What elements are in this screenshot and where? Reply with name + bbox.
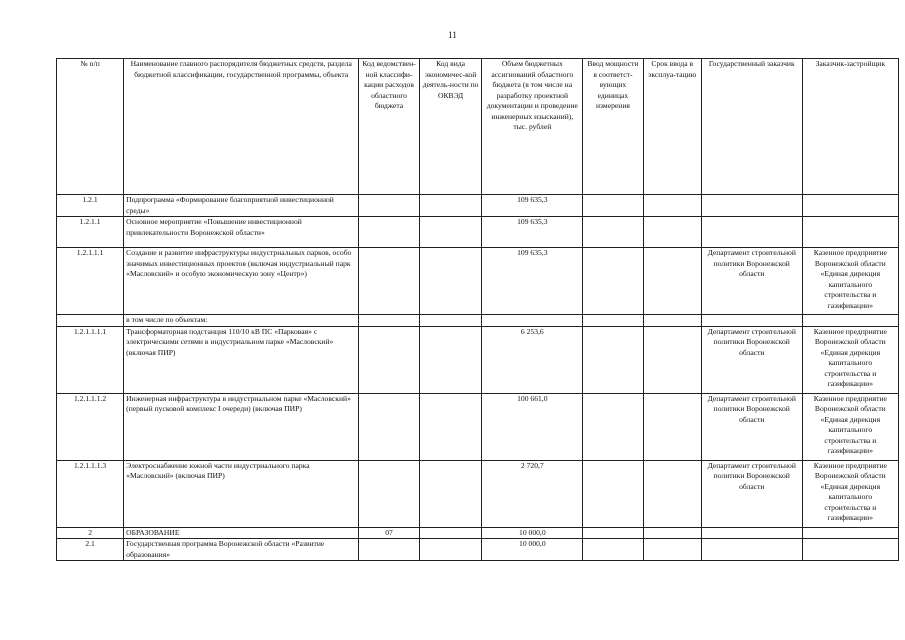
cell-developer — [802, 195, 898, 217]
cell-name: Создание и развитие инфраструктуры индустриальных парков, особо значимых инвестиционных проектов (включая индустриальный парк «Масловский» и особую экономическую зону «Центр») — [124, 248, 359, 315]
cell-term — [643, 393, 701, 460]
cell-customer: Департамент строительной политики Воронежской области — [701, 460, 802, 527]
table-row — [57, 315, 899, 327]
cell-developer — [802, 217, 898, 248]
cell-capacity — [583, 527, 643, 539]
cell-okved — [419, 527, 482, 539]
cell-code — [359, 326, 419, 393]
cell-name: Трансформаторная подстанция 110/10 кВ ПС «Парковая» с электрическими сетями в индустриальном парке «Масловский» (включая ПИР) — [124, 326, 359, 393]
cell-capacity — [583, 315, 643, 327]
cell-capacity — [583, 393, 643, 460]
cell-num: 2.1 — [57, 539, 124, 561]
cell-developer: Казенное предприятие Воронежской области «Единая дирекция капитального строительства и газификации» — [802, 248, 898, 315]
cell-name: Подпрограмма «Формирование благоприятной инвестиционной среды» — [124, 195, 359, 217]
header-customer: Государственный заказчик — [701, 59, 802, 195]
cell-capacity — [583, 217, 643, 248]
cell-code — [359, 460, 419, 527]
cell-num: 1.2.1.1.1.3 — [57, 460, 124, 527]
cell-term — [643, 527, 701, 539]
cell-code: 07 — [359, 527, 419, 539]
table-row — [57, 248, 899, 315]
cell-code — [359, 539, 419, 561]
header-term: Срок ввода в эксплуа-тацию — [643, 59, 701, 195]
cell-customer — [701, 539, 802, 561]
cell-name: ОБРАЗОВАНИЕ — [124, 527, 359, 539]
cell-capacity — [583, 539, 643, 561]
cell-okved — [419, 460, 482, 527]
cell-capacity — [583, 460, 643, 527]
cell-num: 2 — [57, 527, 124, 539]
table-row — [57, 195, 899, 217]
cell-developer: Казенное предприятие Воронежской области «Единая дирекция капитального строительства и газификации» — [802, 326, 898, 393]
table-row — [57, 527, 899, 539]
cell-developer — [802, 539, 898, 561]
cell-okved — [419, 315, 482, 327]
cell-developer — [802, 315, 898, 327]
table-row — [57, 393, 899, 460]
cell-okved — [419, 326, 482, 393]
table-header-row — [57, 59, 899, 195]
cell-customer — [701, 195, 802, 217]
cell-capacity — [583, 326, 643, 393]
header-num: № п/п — [57, 59, 124, 195]
cell-term — [643, 539, 701, 561]
cell-customer — [701, 217, 802, 248]
cell-code — [359, 393, 419, 460]
cell-volume: 109 635,3 — [482, 217, 583, 248]
cell-okved — [419, 217, 482, 248]
cell-customer: Департамент строительной политики Воронежской области — [701, 248, 802, 315]
cell-volume: 10 000,0 — [482, 539, 583, 561]
budget-table — [56, 58, 899, 561]
cell-code — [359, 248, 419, 315]
cell-volume: 109 635,3 — [482, 248, 583, 315]
table-row — [57, 326, 899, 393]
cell-capacity — [583, 195, 643, 217]
cell-volume: 6 253,6 — [482, 326, 583, 393]
cell-customer: Департамент строительной политики Воронежской области — [701, 393, 802, 460]
cell-term — [643, 315, 701, 327]
cell-customer — [701, 527, 802, 539]
cell-name: Государственная программа Воронежской области «Развитие образования» — [124, 539, 359, 561]
cell-customer — [701, 315, 802, 327]
cell-term — [643, 326, 701, 393]
cell-term — [643, 217, 701, 248]
table-row — [57, 217, 899, 248]
cell-capacity — [583, 248, 643, 315]
cell-name: Основное мероприятие «Повышение инвестиционной привлекательности Воронежской области» — [124, 217, 359, 248]
cell-code — [359, 195, 419, 217]
cell-name: в том числе по объектам: — [124, 315, 359, 327]
cell-volume: 10 000,0 — [482, 527, 583, 539]
cell-customer: Департамент строительной политики Воронежской области — [701, 326, 802, 393]
header-code: Код ведомствен-ной классифи-кации расходов областного бюджета — [359, 59, 419, 195]
cell-name: Электроснабжение южной части индустриального парка «Масловский» (включая ПИР) — [124, 460, 359, 527]
cell-code — [359, 217, 419, 248]
table-row — [57, 539, 899, 561]
header-volume: Объем бюджетных ассигнований областного бюджета (в том числе на разработку проектной документации и проведение инженерных изысканий), тыс. рублей — [482, 59, 583, 195]
cell-term — [643, 248, 701, 315]
header-okved: Код вида экономичес-кой деятель-ности по ОКВЭД — [419, 59, 482, 195]
cell-term — [643, 460, 701, 527]
cell-num — [57, 315, 124, 327]
cell-okved — [419, 539, 482, 561]
cell-developer: Казенное предприятие Воронежской области «Единая дирекция капитального строительства и газификации» — [802, 393, 898, 460]
table-row — [57, 460, 899, 527]
cell-num: 1.2.1 — [57, 195, 124, 217]
cell-developer — [802, 527, 898, 539]
cell-volume: 109 635,3 — [482, 195, 583, 217]
header-developer: Заказчик-застройщик — [802, 59, 898, 195]
cell-num: 1.2.1.1.1 — [57, 248, 124, 315]
cell-num: 1.2.1.1.1.1 — [57, 326, 124, 393]
header-name: Наименование главного распорядителя бюджетных средств, раздела бюджетной классификации, государственной программы, объекта — [124, 59, 359, 195]
cell-volume — [482, 315, 583, 327]
page-number: 11 — [448, 30, 457, 40]
header-capacity: Ввод мощности в соответст-вующих единицах измерения — [583, 59, 643, 195]
cell-term — [643, 195, 701, 217]
cell-volume: 2 720,7 — [482, 460, 583, 527]
cell-num: 1.2.1.1.1.2 — [57, 393, 124, 460]
cell-num: 1.2.1.1 — [57, 217, 124, 248]
cell-name: Инженерная инфраструктура в индустриальном парке «Масловский» (первый пусковой комплекс I очереди) (включая ПИР) — [124, 393, 359, 460]
cell-okved — [419, 195, 482, 217]
cell-okved — [419, 248, 482, 315]
cell-developer: Казенное предприятие Воронежской области «Единая дирекция капитального строительства и газификации» — [802, 460, 898, 527]
cell-okved — [419, 393, 482, 460]
cell-volume: 100 661,0 — [482, 393, 583, 460]
cell-code — [359, 315, 419, 327]
